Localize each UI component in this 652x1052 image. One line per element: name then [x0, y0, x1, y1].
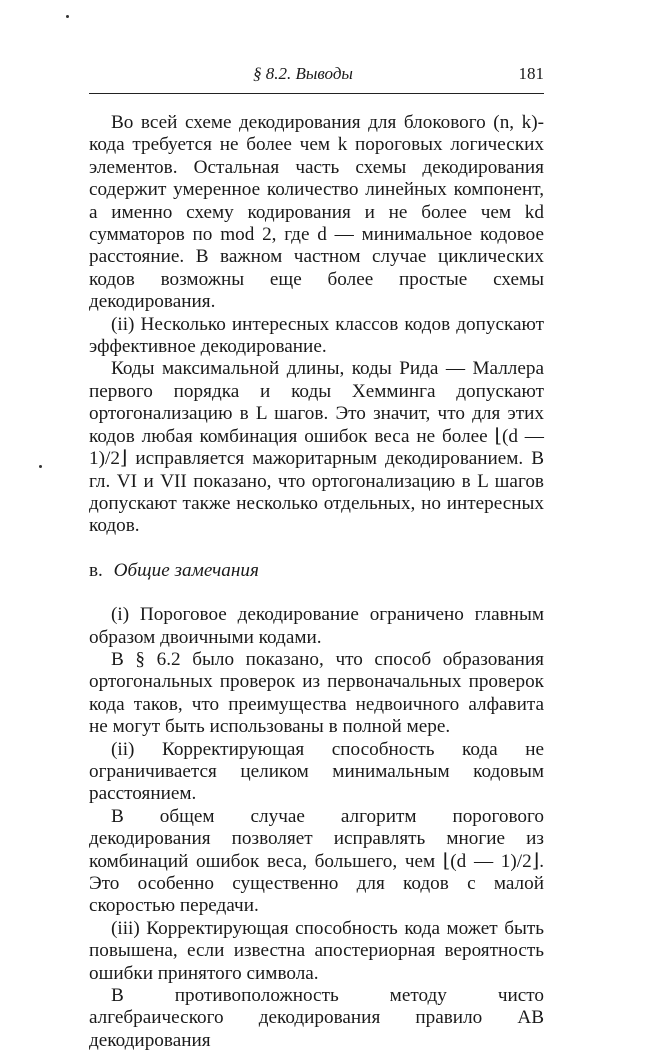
paragraph-orthogonalization: Коды максимальной длины, коды Рида — Маллера первого порядка и коды Хемминга допускают ортогонализацию в L шагов. Это значит, что для этих кодов любая комбинация ошибок веса не более ⌊(d — 1)/2⌋ исправляется мажоритарным декодированием. В гл. VI и VII показано, что ортогонализацию в L шагов допускают также несколько отдельных, но интересных кодов.	[89, 358, 544, 537]
running-header	[89, 64, 544, 88]
header-rule	[89, 93, 544, 94]
paragraph-decoder-complexity: Во всей схеме декодирования для блокового (n, k)-кода требуется не более чем k пороговых логических элементов. Остальная часть схемы декодирования содержит умеренное количество линейных компонент, а именно схему кодирования и не более чем kd сумматоров по mod 2, где d — минимальное кодовое расстояние. В важном частном случае циклических кодов возможны еще более простые схемы декодирования.	[89, 112, 544, 313]
page-body	[89, 112, 544, 1052]
paragraph-general-iii-detail: В противоположность методу чисто алгебраического декодирования правило АВ декодирования	[89, 985, 544, 1051]
section-heading	[89, 560, 544, 582]
paragraph-general-iii: (iii) Корректирующая способность кода может быть повышена, если известна апостериорная вероятность ошибки принятого символа.	[89, 917, 544, 984]
paragraph-general-i-detail: В § 6.2 было показано, что способ образования ортогональных проверок из первоначальных проверок кода таков, что преимущества недвоичного алфавита не могут быть использованы в полной мере.	[89, 648, 544, 738]
paragraph-general-ii-detail: В общем случае алгоритм порогового декодирования позволяет исправлять многие из комбинаций ошибок веса, большего, чем ⌊(d — 1)/2⌋. Это особенно существенно для кодов с малой скоростью передачи.	[89, 805, 544, 917]
paragraph-general-ii: (ii) Корректирующая способность кода не ограничивается целиком минимальным кодовым расстоянием.	[89, 738, 544, 805]
scan-speck-top	[66, 15, 69, 18]
page-number: 181	[518, 64, 544, 83]
paragraph-general-i: (i) Пороговое декодирование ограничено главным образом двоичными кодами.	[89, 604, 544, 648]
running-header-title: § 8.2. Выводы	[253, 64, 353, 83]
paragraph-item-ii: (ii) Несколько интересных классов кодов допускают эффективное декодирование.	[89, 313, 544, 358]
section-number: в.	[89, 559, 103, 581]
section-title: Общие замечания	[113, 559, 259, 581]
scan-speck-margin	[39, 465, 42, 468]
